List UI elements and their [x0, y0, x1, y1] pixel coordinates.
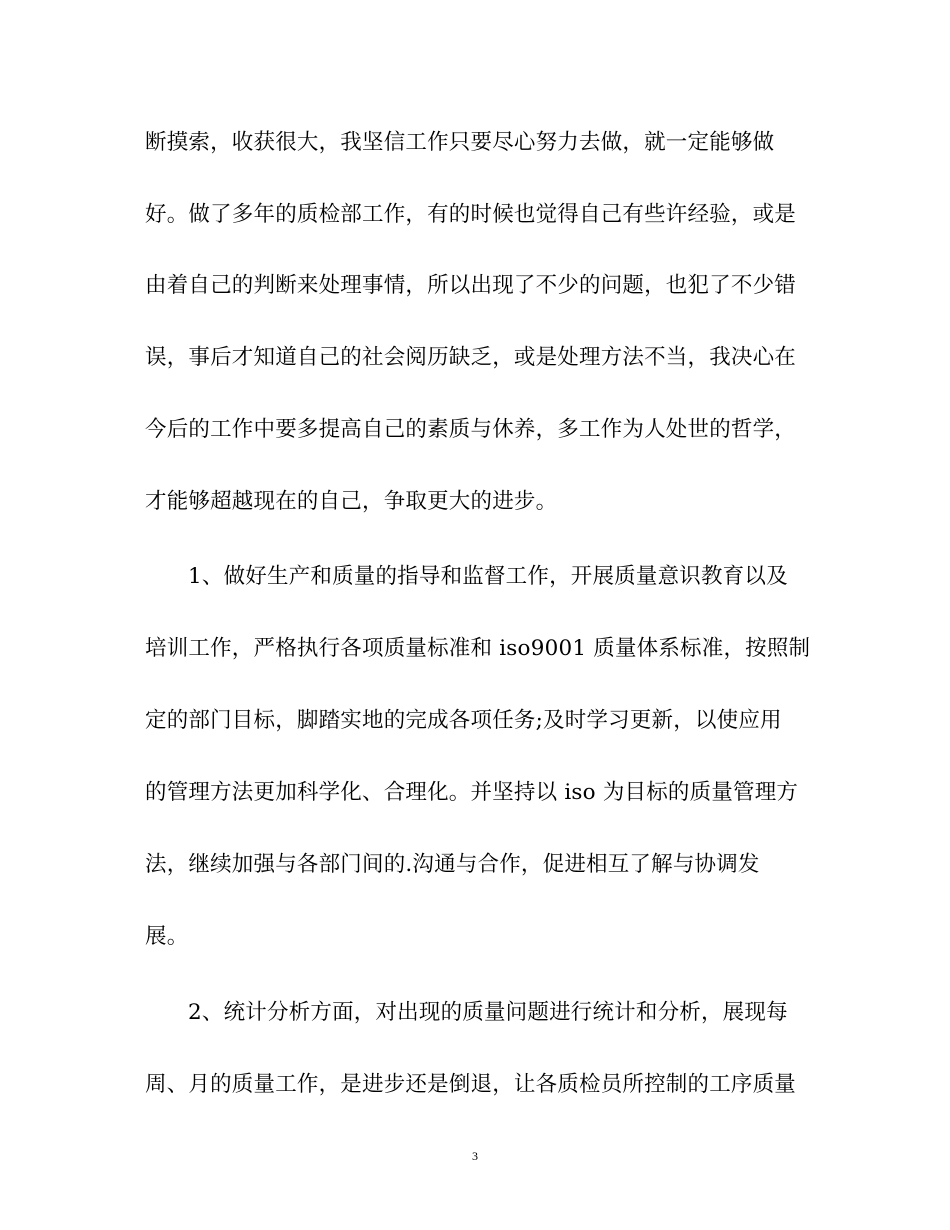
text-line-12: 展。 [145, 924, 189, 949]
paragraph-2-first-line: 2、统计分析方面，对出现的质量问题进行统计和分析，展现每 [188, 1000, 788, 1025]
text-line-6: 才能够超越现在的自己，争取更大的进步。 [145, 489, 558, 514]
text-line-10: 的管理方法更加科学化、合理化。并坚持以 iso 为目标的质量管理方 [145, 780, 799, 805]
text-line-2: 好。做了多年的质检部工作，有的时候也觉得自己有些许经验，或是 [145, 202, 797, 227]
text-line-5: 今后的工作中要多提高自己的素质与休养，多工作为人处世的哲学， [145, 417, 797, 442]
page-number: 3 [472, 1149, 478, 1163]
text-line-11: 法，继续加强与各部门间的.沟通与合作，促进相互了解与协调发 [145, 852, 760, 877]
text-line-4: 误，事后才知道自己的社会阅历缺乏，或是处理方法不当，我决心在 [145, 345, 797, 370]
text-line-3: 由着自己的判断来处理事情，所以出现了不少的问题，也犯了不少错 [145, 273, 797, 298]
paragraph-1-first-line: 1、做好生产和质量的指导和监督工作，开展质量意识教育以及 [188, 564, 788, 589]
text-line-1: 断摸索，收获很大，我坚信工作只要尽心努力去做，就一定能够做 [145, 130, 775, 155]
text-line-9: 定的部门目标，脚踏实地的完成各项任务;及时学习更新，以使应用 [145, 708, 782, 733]
text-line-14: 周、月的质量工作，是进步还是倒退，让各质检员所控制的工序质量 [145, 1072, 797, 1097]
text-line-8: 培训工作，严格执行各项质量标准和 iso9001 质量体系标准，按照制 [145, 636, 811, 661]
